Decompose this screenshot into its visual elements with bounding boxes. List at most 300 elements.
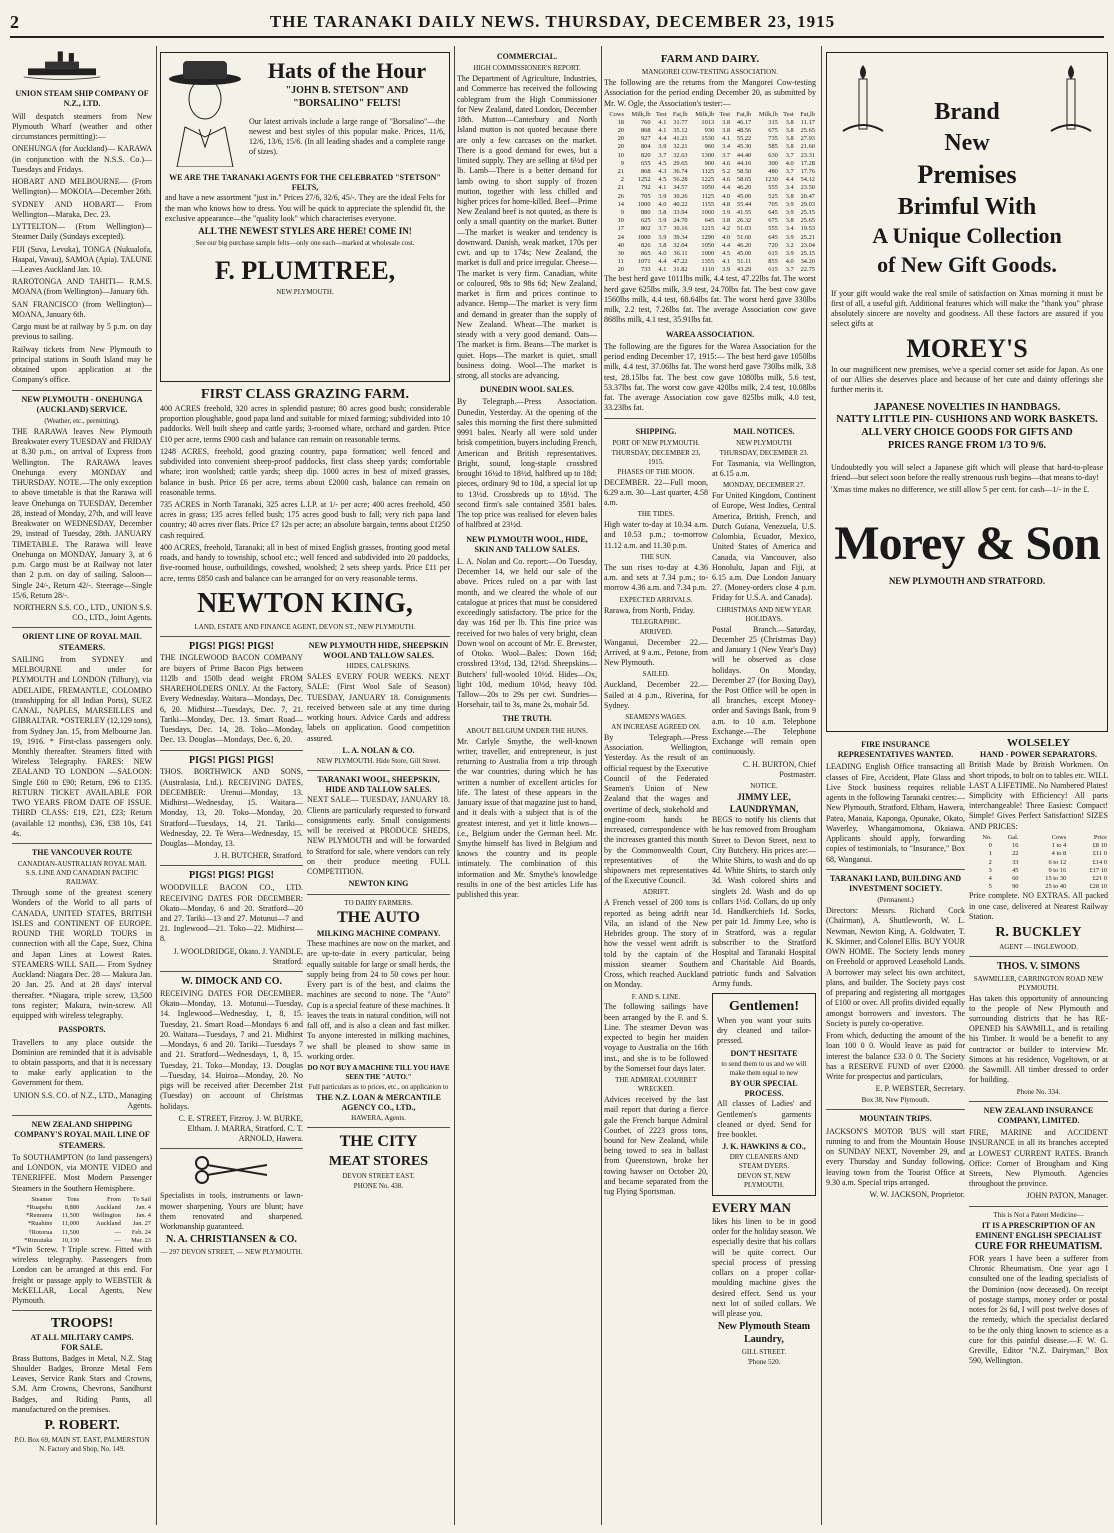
table-cell: 45.00: [736, 249, 752, 257]
table-cell: 735: [768, 135, 778, 143]
table-row: [604, 176, 816, 184]
table-row: [969, 859, 1108, 867]
troops-sub: AT ALL MILITARY CAMPS.: [30, 1333, 134, 1343]
hats-sample: See our big purchase sample felts—only one each—marked at wholesale cost.: [195, 238, 415, 247]
table-cell: 4.4: [785, 176, 794, 184]
table-cell: 865: [640, 249, 651, 257]
building-sub: (Permanent.): [877, 896, 914, 905]
npwool-title: NEW PLYMOUTH WOOL, HIDE, SKIN AND TALLOW SALES.: [466, 534, 588, 554]
table-cell: 3.9: [658, 233, 667, 241]
mail-sign: C. H. BURTON, Chief Postmaster.: [742, 759, 816, 779]
table-cell: 31.82: [673, 266, 688, 274]
moon-text: DECEMBER. 22—Full moon, 6.29 a.m. 30—Last quarter, 4.58 a.m.: [604, 477, 708, 508]
commercial-sub: HIGH COMMISSIONER'S REPORT.: [473, 64, 581, 73]
table-cell: 705: [640, 192, 651, 200]
table-cell: 1125: [701, 192, 715, 200]
hats-sub1: "JOHN B. STETSON" AND: [285, 85, 409, 97]
table-cell: 3.9: [658, 192, 667, 200]
table-cell: 1355: [701, 258, 715, 266]
table-cell: 58.50: [736, 168, 752, 176]
table-cell: 1125: [701, 168, 715, 176]
table-cell: 55.22: [736, 135, 752, 143]
table-cell: 1252: [637, 176, 651, 184]
admiral-text: Advices received by the last mail report that during a fierce gale the French barque Admiral Courbet, of 2223 gross tons, bound for New Zealand, while being towed to sea in ballast from Queenstown, broke her towing hawser on October 20, and became separated from the tug Flying Sportsman.: [604, 1095, 708, 1197]
table-cell: 9: [620, 208, 624, 216]
wolseley-text: British Made by British Workmen. On short tripods, to bolt on to tables etc. WILL LAST A LIFETIME. No Numbered Plates! Simplicity with Efficiency! All parts interchangeable! Three Easiest: Compact! Simple! Gives Perfect Satisfaction! SIZES AND PRICES:: [969, 760, 1108, 831]
table-cell: 47.22: [673, 258, 688, 266]
table-cell: 4.6: [722, 176, 731, 184]
table-header: From: [107, 1195, 121, 1203]
prices: PRICES RANGE FROM 1/3 TO 9/6.: [888, 440, 1046, 452]
union-line: HOBART AND MELBOURNE— (From Wellington)— MOKOIA—December 26th.: [12, 177, 152, 197]
table-cell: 3.9: [785, 249, 794, 257]
table-header: To Sail: [132, 1195, 151, 1203]
table-cell: 3.7: [722, 151, 731, 159]
hats-sub2: "BORSALINO" FELTS!: [293, 97, 401, 109]
table-cell: 705: [768, 200, 778, 208]
table-cell: 25 to 40: [1045, 883, 1067, 891]
table-cell: 3.8: [722, 118, 731, 126]
notice-title: NOTICE.: [750, 782, 778, 791]
gentlemen-ad: [712, 993, 816, 1196]
table-cell: 1300: [701, 151, 715, 159]
pigs3-text: WOODVILLE BACON CO., LTD. RECEIVING DATES FOR DECEMBER: Okato—Monday, 6 and 20. Stratford—20 and 27. Tariki—13 and 27. Motunui—7 and 21. Inglewood—21. Toko—22. Midhirst—8.: [160, 883, 303, 944]
farm-summary: The best herd gave 1011lbs milk, 4.4 test, 47.22lbs fat. The worst herd gave 625lbs milk, 3.9 test, 24.70lbs fat. The best cow gave 1560lbs milk, 4.4 test, 68.64lbs fat. The worst herd gave 330lbs milk, 2.2 test, 7.26lbs fat. The average Association cow gave 868lbs milk, 4.1 test, 35.91lbs fat.: [604, 274, 816, 325]
simons-phone: Phone No. 334.: [1016, 1087, 1061, 1096]
table-cell: 48.56: [736, 127, 752, 135]
table-cell: 21.60: [800, 143, 815, 151]
city-address: DEVON STREET EAST.: [342, 1171, 415, 1180]
every-text: likes his linen to be in good order for the holiday season. We especially desire that his collars will be quite correct. Our special process of pressing collars on a proper collar-moulding machine gives the desired effect. Send us your next lot of soiled collars. We will please you.: [712, 1216, 816, 1318]
hats-text: Our latest arrivals include a large range of "Borsalino"—the newest and best styles of this popular make. Prices, 11/6, 12/6, 13/6, 15/6. (In all leading shades and a complete range of sizes).: [249, 116, 445, 157]
hats-ad: [160, 52, 450, 382]
brand-text: If your gift would wake the real smile of satisfaction on Xmas morning it must be first of all, a useful gift. Additional features which will make the "thank you" phrase absolutely sincere are novelty and goodness. All these factors are assured if you select gifts at: [831, 288, 1103, 329]
table-row: [969, 842, 1108, 850]
table-cell: 3: [988, 866, 992, 874]
truth-title: THE TRUTH.: [502, 714, 552, 724]
gent-cta: DON'T HESITATE: [730, 1048, 798, 1058]
warea-text: The following are the figures for the Warea Association for the period ending December 17, 1915:— The best herd gave 1050lbs milk, 4.4 test, 37.06lbs fat. The worst herd gave 730lbs milk, 3.8 test, 28.15lbs fat. The best cow gave 1080lbs milk, 5.6 test, 53.37lbs fat. The worst cow gave 420lbs milk, 2.4 test, 10.08lbs fat. The average Association cow gave 825lbs milk, 4.0 test, 33.23lbs fat.: [604, 341, 816, 413]
tides-text: High water to-day at 10.34 a.m. and 10.53 p.m.; to-morrow 11.12 a.m. and 11.30 p.m.: [604, 520, 708, 550]
tides-title: THE TIDES.: [637, 510, 675, 519]
nzins-title: NEW ZEALAND INSURANCE COMPANY, LIMITED.: [983, 1105, 1094, 1125]
table-cell: 20: [617, 127, 624, 135]
table-cell: 5: [988, 883, 992, 891]
table-cell: 3.2: [785, 241, 794, 249]
table-cell: 23.31: [800, 151, 815, 159]
table-cell: 1530: [701, 135, 715, 143]
grazing-lot: 400 ACRES freehold, 320 acres in splendid pasture; 80 acres good bush; considerable proportion ploughable, good papa land and suitable for mixed farming; subdivided into 10 paddocks. Well built sheep and cattle yards; 3-roomed whare, orchard and garden. Price £10 per acre, terms £900 cash and balance can remain on reasonable terms.: [160, 403, 450, 444]
table-cell: 733: [640, 266, 651, 274]
table-cell: 675: [768, 217, 778, 225]
brand-line6: of New Gift Goods.: [877, 251, 1057, 277]
wages-title: SEAMEN'S WAGES.: [625, 713, 687, 722]
table-cell: 315: [768, 118, 778, 126]
table-row: [604, 143, 816, 151]
wages-text: By Telegraph.—Press Association. Wellington, Yesterday. As the result of an official request by the Executive Council of the Federated Seamen's Union of New Zealand that the wages and overtime of deck, stokehold and engine-room hands be increased, correspondence with the increases granted this month by the Commonwealth Court, representatives of the shipowners met representatives of the Executive Council.: [604, 732, 708, 886]
orient-title: ORIENT LINE OF ROYAL MAIL STEAMERS.: [22, 632, 142, 652]
column-farm-ads: [160, 48, 450, 1525]
wolseley-sub: HAND - POWER SEPARATORS.: [980, 750, 1097, 760]
brand-line1: Brand: [934, 99, 1000, 125]
table-row: [604, 266, 816, 274]
table-cell: 645: [768, 208, 778, 216]
column-rule: [454, 46, 455, 1525]
table-cell: 3.8: [785, 127, 794, 135]
mountain-title: MOUNTAIN TRIPS.: [859, 1114, 932, 1124]
table-row: [604, 209, 816, 217]
farm-title: FARM AND DAIRY.: [660, 53, 760, 65]
city-title: THE CITY: [339, 1133, 418, 1151]
expected-text: Rarawa, from North, Friday.: [604, 605, 696, 615]
table-cell: 1225: [701, 176, 715, 184]
items3: ALL VERY CHOICE GOODS FOR GIFTS AND: [861, 427, 1073, 439]
onehunga-sub: (Weather, etc., permitting).: [44, 417, 120, 426]
table-cell: 15 to 30: [1045, 874, 1067, 882]
table-cell: 90: [1012, 883, 1019, 891]
table-cell: 3.8: [658, 208, 667, 216]
table-cell: 20.47: [800, 192, 815, 200]
table-cell: 1013: [701, 118, 715, 126]
table-cell: 1000: [637, 200, 651, 208]
table-cell: 4.1: [722, 135, 731, 143]
laundry-name: New Plymouth Steam Laundry,: [717, 1321, 811, 1346]
table-cell: 4.0: [722, 233, 731, 241]
expected-title: EXPECTED ARRIVALS.: [619, 595, 693, 604]
table-header: Cows: [1051, 833, 1067, 841]
brand-text4: 'Xmas time makes no difference, we still allow 5 per cent. for cash—1/- in the £.: [831, 485, 1090, 495]
newton-king-title: NEWTON KING,: [197, 587, 413, 619]
table-cell: 655: [640, 159, 651, 167]
cow-testing-table: [604, 111, 816, 275]
mail-town: NEW PLYMOUTH: [736, 438, 792, 447]
nzins-text: FIRE, MARINE and ACCIDENT INSURANCE in all its branches accepted at LOWEST CURRENT RATES. Branch Office: Corner of Brougham and King Streets, New Plymouth. Agencies throughout the province.: [969, 1128, 1108, 1189]
table-cell: 4.5: [658, 176, 667, 184]
table-cell: 30: [617, 249, 624, 257]
table-cell: 22: [1012, 850, 1019, 858]
union-line: ONEHUNGA (for Auckland)— KARAWA (in conjunction with the N.S.S. Co.)—Tuesdays and Fridays.: [12, 144, 152, 174]
table-cell: 60: [1012, 874, 1019, 882]
table-cell: 23.04: [800, 241, 815, 249]
table-cell: 5.2: [722, 168, 731, 176]
table-cell: 25.15: [800, 208, 815, 216]
steamship-icon: [12, 48, 112, 82]
farm-intro: The following are the returns from the Mangorei Cow-testing Association for the period ending December 20, as submitted by Mr. W. Ogle, the Association's tester:—: [604, 78, 816, 108]
troops-forsale: FOR SALE.: [61, 1343, 103, 1353]
vancouver-sub: CANADIAN-AUSTRALIAN ROYAL MAIL S.S. LINE AND CANADIAN PACIFIC RAILWAY.: [17, 860, 147, 887]
adrift-title: ADRIFT.: [642, 888, 670, 897]
morey-name: MOREY'S: [906, 333, 1028, 363]
table-cell: 3.8: [785, 118, 794, 126]
table-header: Test: [655, 110, 667, 118]
union-line: Cargo must be at railway by 5 p.m. on day previous to sailing.: [12, 322, 152, 342]
table-cell: 585: [768, 143, 778, 151]
table-cell: 11.17: [800, 118, 815, 126]
truth-text: Mr. Carlyle Smythe, the well-known writer, traveller, and entrepreneur, is just returning to Australia from a trip through the war countries, during which he has written a number of excellent articles for life. The latest of these appears in the January issue of that magazine just to hand, and it deals with a subject that is of the greatest interest, and yet it little known—i.e., Belgium under the German heel. Mr. Smythe himself has lived in Belgium and knows the country and its people intimately. The combination of this information and Mr. Smythe's knowledge results in one of the best articles Life has published this year.: [457, 736, 597, 900]
table-cell: 30.26: [673, 192, 688, 200]
hats-town: NEW PLYMOUTH.: [276, 287, 334, 296]
table-cell: 17.28: [800, 159, 815, 167]
table-cell: 4.1: [658, 266, 667, 274]
table-cell: 3.9: [785, 233, 794, 241]
table-cell: 630: [768, 151, 778, 159]
truth-sub: ABOUT BELGIUM UNDER THE HUNS.: [466, 726, 588, 735]
onehunga-text: THE RARAWA leaves New Plymouth Breakwater every TUESDAY and FRIDAY at 8.30 p.m., on arrival of Express from Wellington. The RARAWA leaves Onehunga every MONDAY and THURSDAY. NOTE.—The only exception to above timetable is that the Rarawa will leave Onehunga on TUESDAY, December 28, instead of Monday, 27th, and will leave Breakwater on WEDNESDAY, December 29, instead of Tuesday, 28th. JANUARY TIMETABLE. The Rarawa will leave Onehunga on MONDAY, January 3, at 6 p.m. Cargo must be at Railway not later than 2 p.m. on day of sailing. Saloon—Single 24/-, Return 42/-. Steerage—Single 15/6, Return 28/-.: [12, 426, 152, 600]
candle-holly-icon: [1041, 59, 1101, 139]
sheepskin-title: NEW PLYMOUTH HIDE, SHEEPSKIN WOOL AND TALLOW SALES.: [308, 640, 449, 660]
table-cell: 820: [640, 151, 651, 159]
table-row: *Ruapehu 8,880 Auckland Jan. 4: [26, 1203, 151, 1211]
table-cell: 4 to 8: [1051, 850, 1067, 858]
gent-by: BY OUR SPECIAL PROCESS.: [730, 1078, 798, 1099]
table-header: Tons: [66, 1195, 80, 1203]
scissors-icon: [192, 1155, 272, 1185]
table-cell: 55.44: [736, 200, 752, 208]
table-cell: 10: [617, 151, 624, 159]
table-cell: 40: [617, 241, 624, 249]
table-cell: 29.65: [673, 159, 688, 167]
sailed-text: Auckland, December 22.—Sailed at 4 p.m., Riverina, for Sydney.: [604, 680, 708, 710]
table-cell: 4.4: [722, 184, 731, 192]
table-cell: 24: [617, 233, 624, 241]
pigs2-text: THOS. BORTHWICK AND SONS, (Australasia, Ltd.). RECEIVING DATES, DECEMBER: Urenui—Monday, 13. Midhirst—Wednesday, 15. Waitara—Monday, 13, 20. Toko—Monday, 20. Stratford—Tuesdays, 14, 21. Tariki—Wednesday, 22. Te Wera—Wednesday, 15. Douglas—Monday, 13.: [160, 767, 303, 849]
hats-agents: WE ARE THE TARANAKI AGENTS FOR THE CELEBRATED "STETSON" FELTS,: [169, 173, 441, 193]
sheepskin-firm: L. A. NOLAN & CO.: [342, 745, 415, 755]
arrived-text: Wanganui, December 22.—Arrived, at 9 a.m., Petone, from New Plymouth.: [604, 637, 708, 668]
table-row: [604, 201, 816, 209]
wolseley-table: [969, 834, 1108, 891]
union-title: UNION STEAM SHIP COMPANY OF N.Z., LTD.: [15, 89, 149, 109]
vancouver-text: Through some of the greatest scenery Wonders of the World to all parts of CANADA, UNITED STATES, BRITISH ISLES and CONTINENT OF EUROPE. ROUND THE WORLD TOURS in connection with all the Cape, Suez, China and Japan Lines at Lowest Rates. STEAMERS WILL SAIL— From Sydney Auckland: Niagara Dec. 28 — Makura Jan. 20 Jan. 25. And at 28 days' interval thereafter. *Niagara, triple screw, 13,500 tons register; Makura, twin-screw. All equipped with wireless telegraphy.: [12, 888, 152, 1021]
grazing-lot: 1248 ACRES, freehold, good grazing country, papa formation; well fenced and subdivided into convenient sheep-proof paddocks, first class sheep yards; comfortable whare; iron woolshed; cattle yards; sheep dip. 1000 acres in best of mixed grasses, balance in bush. Price £6 per acre, terms about £2000 cash, balance can remain on reasonable terms.: [160, 446, 450, 497]
fands-title: F. AND S. LINE.: [631, 992, 681, 1001]
city-phone: PHONE No. 438.: [353, 1181, 404, 1190]
taranakiwool-title: TARANAKI WOOL, SHEEPSKIN, HIDE AND TALLOW SALES.: [317, 774, 440, 795]
rheum-lead: This is Not a Patent Medicine—: [993, 1210, 1084, 1219]
vancouver-title: THE VANCOUVER ROUTE: [31, 848, 133, 858]
table-row: [604, 217, 816, 225]
fands-text: The following sailings have been arranged by the F. and S. Line. The steamer Devon was expected to begin her maiden voyage to Australia on the 16th inst., and she is to be followed by the Somerset four days later.: [604, 1002, 708, 1073]
union-line: Will despatch steamers from New Plymouth Wharf (weather and other circumstances permitting):—: [12, 111, 152, 142]
table-cell: £14 0: [1092, 858, 1107, 866]
gent-addr: DEVON ST, NEW PLYMOUTH.: [737, 1172, 791, 1190]
table-cell: 3.8: [722, 127, 731, 135]
table-cell: 1110: [701, 266, 715, 274]
column-rule: [156, 46, 157, 1525]
table-cell: 3.9: [658, 217, 667, 225]
troops-text: Brass Buttons, Badges in Metal, N.Z. Stag Shoulder Badges, Bronze Metal Fern Leaves, Service Rank Stars and Crowns, S.M. Arm Crowns, Chevrons, Sandhurst Badges, and Riding Pants, all manufactured on the premises.: [12, 1353, 152, 1414]
page-number: 2: [10, 11, 19, 32]
table-cell: 51.03: [736, 225, 752, 233]
telegraphic-title: TELEGRAPHIC.: [631, 617, 681, 626]
table-cell: 21: [617, 184, 624, 192]
wolseley-prices: Price complete. NO EXTRAS. All packed in one case, delivered at Nearest Railway Station.: [969, 891, 1108, 921]
table-cell: 39.34: [673, 233, 688, 241]
table-row: [969, 850, 1108, 858]
table-header: Fat,lb: [736, 110, 752, 118]
table-cell: 3.7: [658, 151, 667, 159]
passports-text: Travellers to any place outside the Dominion are reminded that it is advisable to obtain passports, and that it is necessary to make early application to the Government for them.: [12, 1037, 152, 1088]
brand-line4: Brimful With: [897, 193, 1037, 220]
building-box: Box 38, New Plymouth.: [861, 1096, 930, 1105]
newton-king-sub: LAND, ESTATE AND FINANCE AGENT, DEVON ST., NEW PLYMOUTH.: [194, 622, 416, 631]
wolseley-title: WOLSELEY: [1007, 737, 1070, 749]
table-cell: 4.0: [785, 258, 794, 266]
table-cell: 19.53: [800, 225, 815, 233]
table-cell: 25.65: [800, 217, 815, 225]
morey-ad: [826, 52, 1108, 732]
nzshipping-text: To SOUTHAMPTON (to land passengers) and LONDON, via MONTE VIDEO and TENERIFFE. Most Modern Passenger Steamers in the Southern Hemisphere.: [12, 1152, 152, 1193]
npwool-text: L. A. Nolan and Co. report:—On Tuesday, December 14, we held our sale of the above. Prices ruled on a par with last month, and we cleared the whole of our catalogue at prices that must be considered exceedingly satisfactory. The price for the day was 16d per lb. This fine price was received for two bales of very bright, clean Down wool on account of Mr. E. Brewster, of Otoko. Wool—Bales: Down 16d; crossbred 13½d, 13d, 12½d. Sheepskins—Butchers' full-wooled 10½d. Hides—Ox, light 10d, medium 10½d, heavy 10d. Tallow—20s to 29s per cwt. Sundries—Horsehair, tail to 3s, mane 2s, mohair 5d.: [457, 556, 597, 710]
table-cell: 3.8: [785, 192, 794, 200]
table-cell: 1050: [701, 184, 715, 192]
pigs3-agent: J. WOOLDRIDGE, Okato. J. YANDLE, Stratford.: [173, 946, 303, 966]
table-cell: 6 to 12: [1048, 858, 1067, 866]
dunedin-text: By Telegraph.—Press Association. Dunedin, Yesterday. At the opening of the sales this morning the first there submitted 9991 bales. Nearly all were sold under brisk competition, buyers including French, American and British representatives. Bright, sound, long-staple crossbred brought 16¼d to 18½d, halfbred up to 18d; pieces, ordinary 9d to 10d, a special lot up to 13½d. Crossbreds up to 18½d. The second firm's sale contained 3581 bales. The top price was realised for eleven bales of halfbred at 23½d.: [457, 397, 597, 530]
passports-agent: UNION S.S. CO. of N.Z., LTD., Managing Agents.: [13, 1090, 152, 1110]
union-line: FIJI (Suva, Levuka), TONGA (Nukualofa, Haapai, Vavau), SAMOA (Apia). TALUNE—Leaves Auckland Jan. 10.: [12, 244, 152, 274]
table-cell: £21 0: [1092, 874, 1107, 882]
table-cell: 4.8: [722, 200, 731, 208]
table-cell: 30.16: [673, 225, 688, 233]
table-cell: 802: [640, 225, 651, 233]
city-sub: MEAT STORES: [328, 1153, 429, 1169]
table-cell: 868: [640, 127, 651, 135]
christiansen-text: Specialists in tools, instruments or lawn-mower sharpening. Yours are blunt; have them renovated and sharpened. Workmanship guaranteed.: [160, 1191, 303, 1232]
table-cell: 792: [640, 184, 651, 192]
table-cell: 4.0: [722, 192, 731, 200]
table-cell: 525: [768, 192, 778, 200]
onehunga-title: NEW PLYMOUTH - ONEHUNGA (AUCKLAND) SERVICE.: [21, 394, 143, 414]
table-row: [604, 184, 816, 192]
pigs2-agent: J. H. BUTCHER, Stratford.: [214, 851, 303, 861]
table-row: [604, 152, 816, 160]
table-cell: 3.4: [722, 143, 731, 151]
hats-firm: F. PLUMTREE,: [214, 255, 396, 285]
table-cell: 32.04: [673, 241, 688, 249]
table-row: [604, 258, 816, 266]
table-cell: 4.4: [722, 241, 731, 249]
table-cell: 3.7: [785, 151, 794, 159]
wolseley-agent: R. BUCKLEY: [995, 924, 1082, 940]
nzins-sign: JOHN PATON, Manager.: [1026, 1191, 1108, 1201]
table-cell: 4.0: [785, 159, 794, 167]
every-man: EVERY MAN: [712, 1200, 791, 1216]
table-row: [604, 193, 816, 201]
table-cell: 927: [640, 135, 651, 143]
dimock-title: W. DIMOCK AND CO.: [180, 976, 283, 988]
table-cell: 4.2: [722, 225, 731, 233]
table-cell: 3.8: [722, 217, 731, 225]
table-cell: 27.93: [800, 135, 815, 143]
table-header: Test: [719, 110, 731, 118]
union-line: SYDNEY AND HOBART— From Wellington—Maraka, Dec. 23.: [12, 199, 152, 219]
table-header: Fat,lb: [800, 110, 815, 118]
table-cell: 826: [640, 241, 651, 249]
brand-line2: New: [944, 129, 990, 156]
table-cell: 16: [1012, 842, 1019, 850]
table-cell: 868: [640, 168, 651, 176]
gent-title: Gentlemen!: [729, 999, 799, 1015]
hats-more: and have a new assortment "just in." Prices 27/6, 32/6, 45/-. They are the ideal Felts for the man who knows how to dress. You will be quick to appreciate the splendid fit, the exclusive appearance—the "quality look" which characterises everyone.: [165, 193, 445, 223]
arrived-title: ARRIVED.: [639, 627, 673, 636]
gent-text: When you want your suits dry cleaned and tailor-pressed.: [717, 1015, 811, 1046]
troops-name: P. ROBERT.: [44, 1418, 120, 1434]
table-cell: 34.20: [800, 258, 815, 266]
table-header: Test: [783, 110, 794, 118]
simons-sub: SAWMILLER, CARRINGTON ROAD NEW PLYMOUTH.: [973, 974, 1104, 992]
xmas-title: CHRISTMAS AND NEW YEAR HOLIDAYS.: [716, 605, 812, 623]
union-line: SAN FRANCISCO (from Wellington)— MOANA, January 6th.: [12, 299, 152, 319]
wolseley-agent-town: AGENT — INGLEWOOD.: [999, 942, 1078, 951]
brand-text2: In our magnificent new premises, we've a special corner set aside for Japan. As one of our Allies she deserves place and because of her cute and dainty offerings she further merits it.: [831, 364, 1103, 395]
table-cell: 625: [640, 217, 651, 225]
table-cell: 645: [704, 217, 715, 225]
table-cell: 1230: [765, 176, 778, 184]
sun-title: THE SUN.: [640, 552, 672, 561]
mountain-text: JACKSON'S MOTOR 'BUS will start running to and from the Mountain House on SUNDAY NEXT, November 29, and every Thursday and Sunday following, leaving town from the Tourist Office at 9.30 a.m. Special trips arranged.: [826, 1126, 965, 1187]
rheum-sub: IT IS A PRESCRIPTION OF AN EMINENT ENGLISH SPECIALIST: [975, 1220, 1102, 1240]
candle-holly-icon: [833, 59, 893, 139]
table-cell: 480: [768, 168, 778, 176]
column-rule: [601, 46, 602, 1525]
table-cell: 56.28: [673, 176, 688, 184]
sheepskin-sub: HIDES, CALFSKINS.: [346, 662, 411, 671]
table-cell: 14: [617, 200, 624, 208]
table-cell: 4: [988, 874, 992, 882]
moon-title: PHASES OF THE MOON.: [617, 467, 695, 476]
table-row: *Remuera 11,500 Wellington Jan. 4: [26, 1212, 151, 1220]
table-cell: 4.6: [722, 159, 731, 167]
newspaper-title: THE TARANAKI DAILY NEWS. THURSDAY, DECEMBER 23, 1915: [269, 12, 836, 31]
table-cell: 9 to 16: [1048, 866, 1067, 874]
table-header: Cows: [609, 110, 624, 118]
table-row: [604, 225, 816, 233]
table-cell: 300: [768, 159, 778, 167]
table-cell: 23.50: [800, 184, 815, 192]
table-row: †Rotorua 11,500 — Feb. 24: [28, 1228, 151, 1236]
union-line: RAROTONGA AND TAHITI— R.M.S. MOANA (from Wellington)—January 6th.: [12, 277, 152, 297]
commercial-title: COMMERCIAL.: [496, 52, 558, 61]
table-cell: 25.65: [800, 127, 815, 135]
xmas-text: Postal Branch.—Saturday, December 25 (Christmas Day) and January 1 (New Year's Day) will be observed as close holidays. On Monday, December 27 (for Boxing Day), the Post Office will be open in all branches, except Money-order and Savings Bank, from 9 a.m. to 10 a.m. Telephone Exchange.—The Telephone Exchange will remain open continuously.: [712, 624, 816, 757]
table-cell: 11: [617, 258, 624, 266]
table-row: [604, 242, 816, 250]
column-gift-ads: [826, 48, 1108, 1525]
sheepskin-text: SALES EVERY FOUR WEEKS. NEXT SALE: (First Wool Sale of Season) TUESDAY, JANUARY 18. Consignments received between sale at any time during working hours. Advice Cards and address labels on application. Good competition assured.: [307, 672, 450, 743]
troops-title: TROOPS!: [50, 1316, 114, 1332]
table-cell: 46.20: [736, 241, 752, 249]
table-cell: 58.65: [736, 176, 752, 184]
table-cell: 1050: [701, 241, 715, 249]
gent-sub: DRY CLEANERS AND STEAM DYERS.: [729, 1153, 799, 1171]
table-cell: 3.8: [785, 135, 794, 143]
table-cell: 29.03: [800, 200, 815, 208]
table-header: Milk,lb: [758, 110, 778, 118]
table-cell: 760: [640, 118, 651, 126]
table-row: *Ruahine 11,000 Auckland Jan. 27: [27, 1220, 151, 1228]
table-row: [604, 119, 816, 127]
table-cell: 22.75: [800, 266, 815, 274]
table-cell: 18: [617, 118, 624, 126]
shipping-title: SHIPPING.: [635, 426, 677, 436]
column-commercial: [457, 48, 597, 1525]
table-header: Steamer: [31, 1195, 53, 1203]
table-cell: 3.9: [785, 208, 794, 216]
pigs2-title: PIGS! PIGS! PIGS!: [188, 754, 274, 766]
table-header: Milk,lb: [695, 110, 715, 118]
brand-line5: A Unique Collection: [872, 223, 1062, 249]
